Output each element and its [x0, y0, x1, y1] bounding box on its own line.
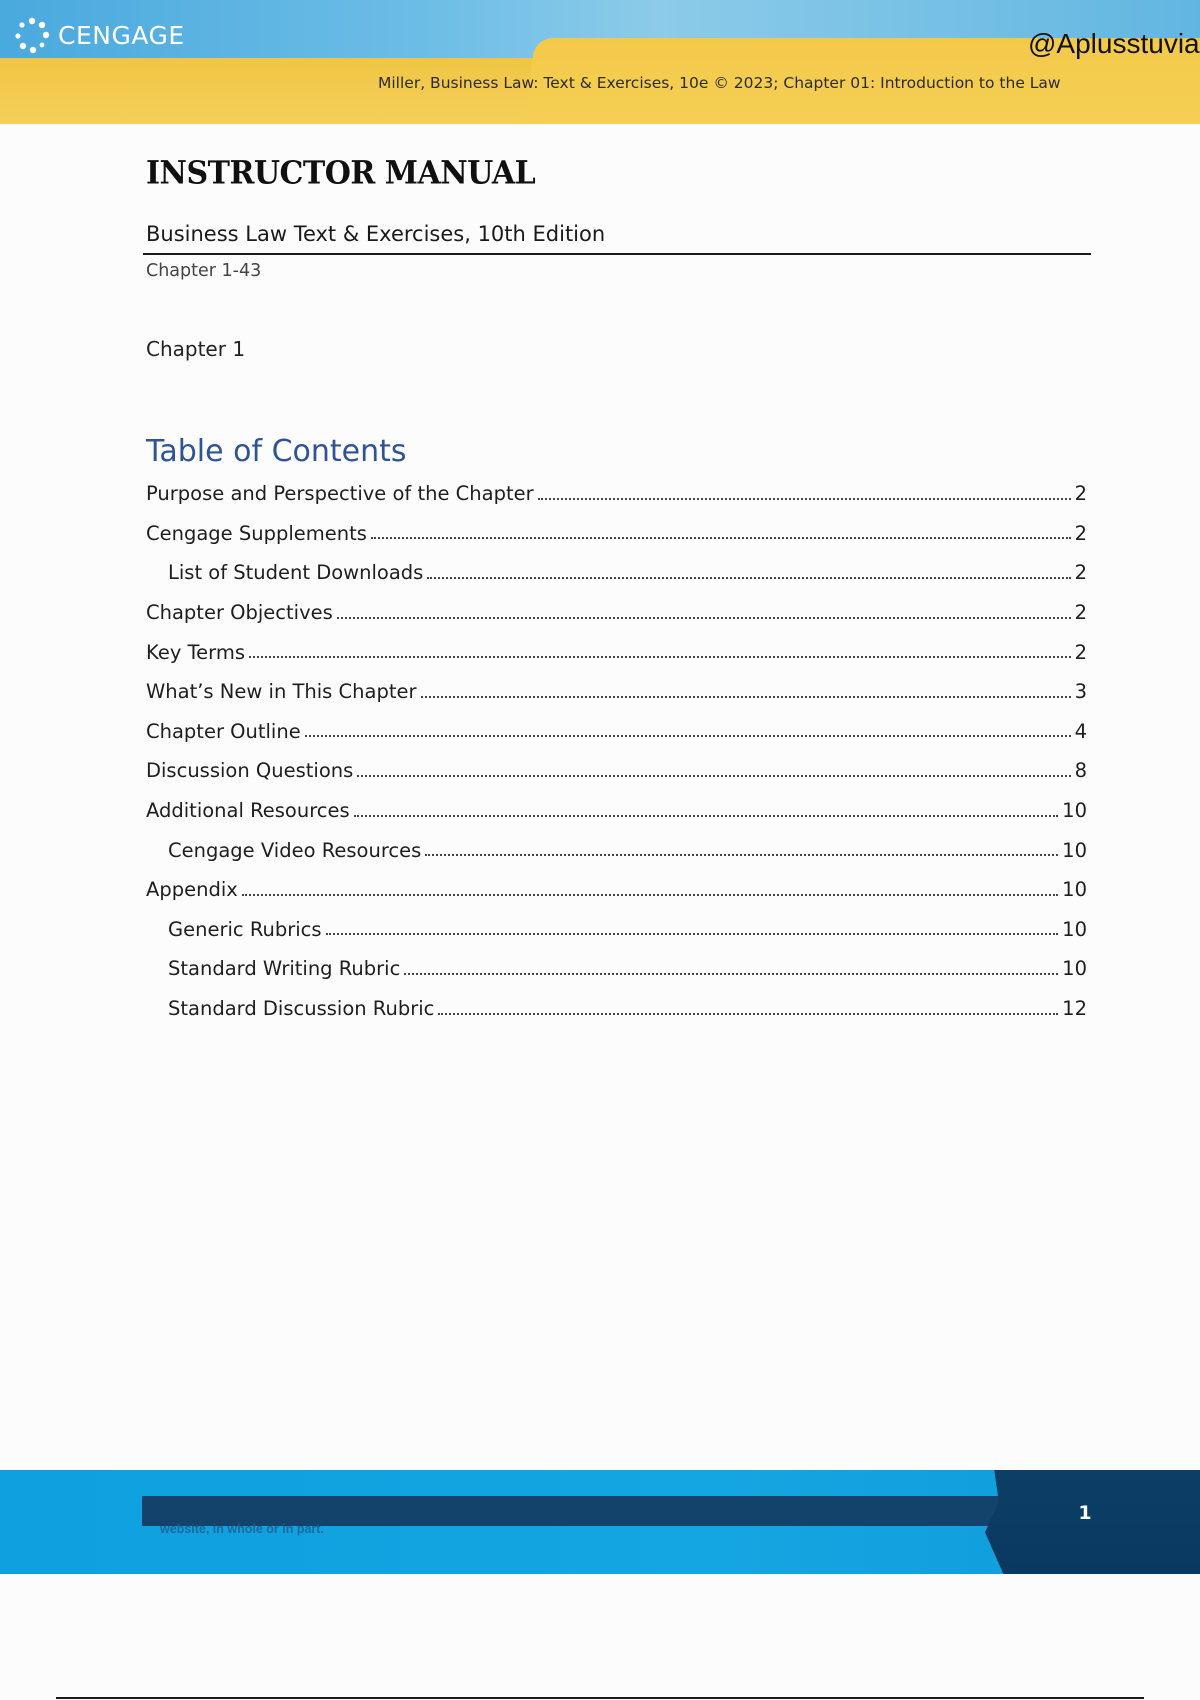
toc-subentry[interactable]	[146, 910, 1087, 950]
toc-entry-page: 2	[1074, 601, 1087, 625]
toc-entry-page: 10	[1062, 957, 1087, 981]
toc-leader	[249, 656, 1071, 658]
toc-entry-text: Generic Rubrics	[168, 917, 322, 941]
toc-entry-page: 10	[1062, 878, 1087, 902]
toc-entry[interactable]	[146, 791, 1087, 831]
toc-entry[interactable]	[146, 751, 1087, 791]
toc-entry[interactable]	[146, 712, 1087, 752]
title-divider	[143, 253, 1091, 255]
toc-entry[interactable]	[146, 514, 1087, 554]
toc-leader	[427, 577, 1070, 579]
toc-subentry[interactable]	[146, 830, 1087, 870]
toc-leader	[354, 815, 1058, 817]
toc-entry-page: 8	[1074, 759, 1087, 783]
toc-leader	[421, 696, 1071, 698]
toc-subentry[interactable]	[146, 949, 1087, 989]
table-of-contents	[146, 474, 1087, 1028]
cengage-logo	[12, 14, 185, 56]
toc-leader	[438, 1013, 1058, 1015]
toc-entry-page: 4	[1074, 719, 1087, 743]
toc-entry-text: Standard Writing Rubric	[168, 957, 401, 981]
toc-entry-page: 2	[1074, 521, 1087, 545]
toc-entry-text: Cengage Video Resources	[168, 838, 422, 862]
toc-entry-page: 10	[1062, 917, 1087, 941]
toc-entry-text: Key Terms	[146, 640, 245, 664]
toc-leader	[357, 775, 1070, 777]
toc-entry-text: Cengage Supplements	[146, 521, 367, 545]
toc-entry-page: 10	[1062, 838, 1087, 862]
toc-leader	[305, 735, 1071, 737]
toc-entry-text: What’s New in This Chapter	[146, 680, 417, 704]
logo-text: CENGAGE	[58, 20, 185, 50]
toc-leader	[425, 854, 1058, 856]
toc-entry-text: List of Student Downloads	[168, 561, 424, 585]
toc-entry-text: Appendix	[146, 878, 238, 902]
header-banner	[0, 0, 1200, 124]
toc-entry-text: Standard Discussion Rubric	[168, 997, 435, 1021]
toc-entry[interactable]	[146, 593, 1087, 633]
running-head: Miller, Business Law: Text & Exercises, 10e © 2023; Chapter 01: Introduction to the Law	[378, 74, 1061, 92]
document-title: INSTRUCTOR MANUAL	[146, 155, 536, 192]
page-number: 1	[1078, 1502, 1092, 1524]
toc-entry-text: Chapter Outline	[146, 719, 301, 743]
toc-entry-page: 2	[1074, 640, 1087, 664]
toc-entry-text: Chapter Objectives	[146, 601, 333, 625]
toc-leader	[404, 973, 1058, 975]
toc-entry[interactable]	[146, 632, 1087, 672]
toc-leader	[242, 894, 1058, 896]
toc-entry[interactable]	[146, 870, 1087, 910]
toc-subentry[interactable]	[146, 553, 1087, 593]
toc-entry-text: Purpose and Perspective of the Chapter	[146, 482, 534, 506]
toc-entry[interactable]	[146, 672, 1087, 712]
cengage-dots-logo-icon	[12, 15, 52, 55]
toc-leader	[326, 933, 1059, 935]
watermark-handle: @Aplusstuvia	[1028, 28, 1200, 59]
toc-leader	[337, 617, 1071, 619]
toc-entry-page: 12	[1062, 997, 1087, 1021]
toc-entry-page: 2	[1074, 561, 1087, 585]
toc-subentry[interactable]	[146, 989, 1087, 1029]
footer-copyright-fragment: website, in whole or in part.	[160, 1522, 324, 1536]
toc-entry-text: Discussion Questions	[146, 759, 354, 783]
toc-leader	[371, 537, 1071, 539]
toc-entry-page: 3	[1074, 680, 1087, 704]
toc-entry[interactable]	[146, 474, 1087, 514]
book-title: Business Law Text & Exercises, 10th Edition	[146, 222, 606, 246]
footer-banner	[0, 1470, 1200, 1574]
toc-heading: Table of Contents	[146, 434, 407, 469]
chapter-label: Chapter 1	[146, 337, 246, 361]
chapter-range: Chapter 1-43	[146, 261, 262, 281]
toc-entry-text: Additional Resources	[146, 799, 350, 823]
toc-entry-page: 10	[1062, 799, 1087, 823]
page-bottom-rule	[56, 1697, 1144, 1699]
toc-entry-page: 2	[1074, 482, 1087, 506]
toc-leader	[538, 498, 1071, 500]
